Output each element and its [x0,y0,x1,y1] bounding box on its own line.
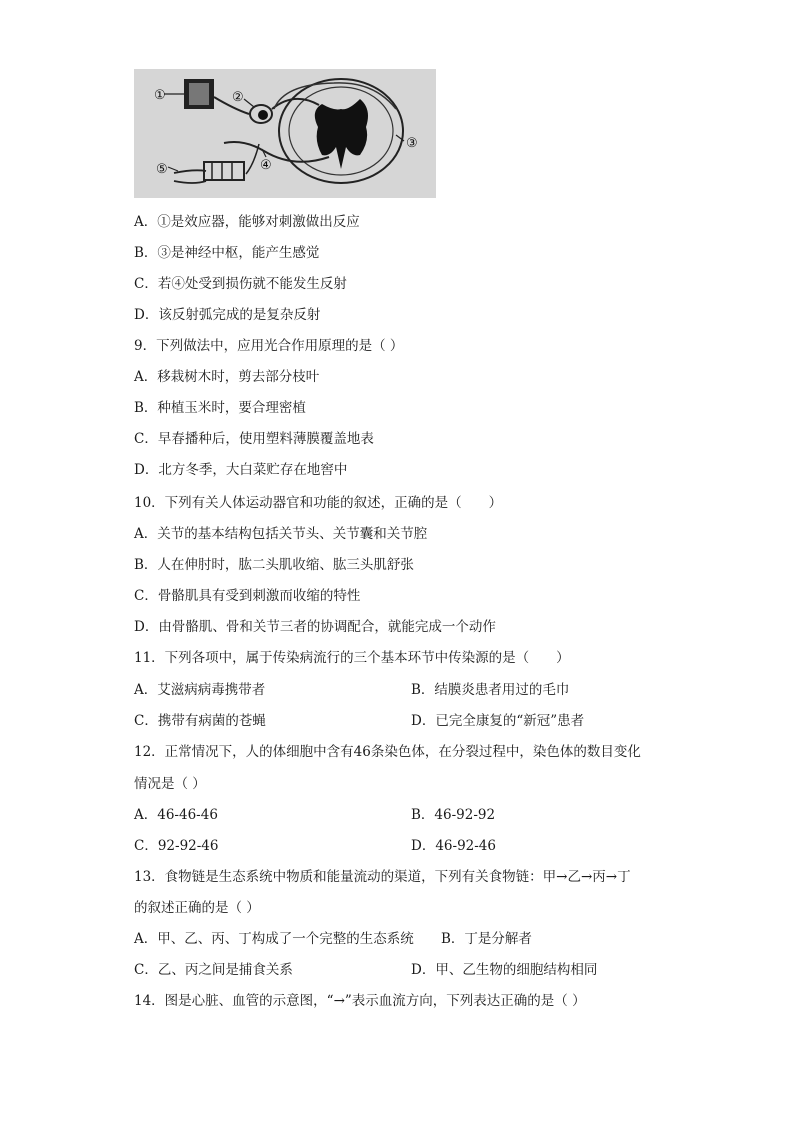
q8-option-a: A．①是效应器，能够对刺激做出反应 [134,214,360,230]
q11-option-c: C．携带有病菌的苍蝇 [134,713,266,729]
reflex-arc-diagram [134,69,436,198]
label-5: ⑤ [156,162,168,177]
q8-option-b: B．③是神经中枢，能产生感觉 [134,245,320,261]
label-2: ② [232,90,244,105]
q10-stem: 10．下列有关人体运动器官和功能的叙述，正确的是（ ） [134,495,503,511]
q12-option-b: B．46-92-92 [411,807,496,823]
q9-option-d: D．北方冬季，大白菜贮存在地窖中 [134,462,348,478]
q13-option-b: B．丁是分解者 [441,931,532,947]
q10-option-a: A．关节的基本结构包括关节头、关节囊和关节腔 [134,526,428,542]
q13-option-c: C．乙、丙之间是捕食关系 [134,962,293,978]
q13-stem-line1: 13．食物链是生态系统中物质和能量流动的渠道，下列有关食物链：甲→乙→丙→丁 [134,869,631,885]
q9-option-b: B．种植玉米时，要合理密植 [134,400,306,416]
q9-option-c: C．早春播种后，使用塑料薄膜覆盖地表 [134,431,374,447]
q12-stem-line1: 12．正常情况下，人的体细胞中含有46条染色体，在分裂过程中，染色体的数目变化 [134,744,641,760]
reflex-arc-figure [134,69,436,198]
q13-option-d: D．甲、乙生物的细胞结构相同 [411,962,598,978]
q11-option-b: B．结膜炎患者用过的毛巾 [411,682,570,698]
q9-option-a: A．移栽树木时，剪去部分枝叶 [134,369,320,385]
label-1: ① [154,88,166,103]
q14-stem: 14．图是心脏、血管的示意图，“→”表示血流方向，下列表达正确的是（ ） [134,993,586,1009]
q11-option-d: D．已完全康复的“新冠”患者 [411,713,585,729]
q8-option-d: D．该反射弧完成的是复杂反射 [134,307,321,323]
q10-option-c: C．骨骼肌具有受到刺激而收缩的特性 [134,588,361,604]
q10-option-b: B．人在伸肘时，肱二头肌收缩、肱三头肌舒张 [134,557,414,573]
q9-stem: 9．下列做法中，应用光合作用原理的是（ ） [134,338,404,354]
label-4: ④ [260,158,272,173]
q13-option-a: A．甲、乙、丙、丁构成了一个完整的生态系统 [134,931,414,947]
q8-option-c: C．若④处受到损伤就不能发生反射 [134,276,347,292]
label-3: ③ [406,136,418,151]
q11-option-a: A．艾滋病病毒携带者 [134,682,266,698]
q10-option-d: D．由骨骼肌、骨和关节三者的协调配合，就能完成一个动作 [134,619,496,635]
q13-stem-line2: 的叙述正确的是（ ） [134,900,260,916]
q12-option-c: C．92-92-46 [134,838,219,854]
q12-option-a: A．46-46-46 [134,807,218,823]
q12-option-d: D．46-92-46 [411,838,496,854]
q11-stem: 11．下列各项中，属于传染病流行的三个基本环节中传染源的是（ ） [134,650,570,666]
q12-stem-line2: 情况是（ ） [134,776,206,792]
